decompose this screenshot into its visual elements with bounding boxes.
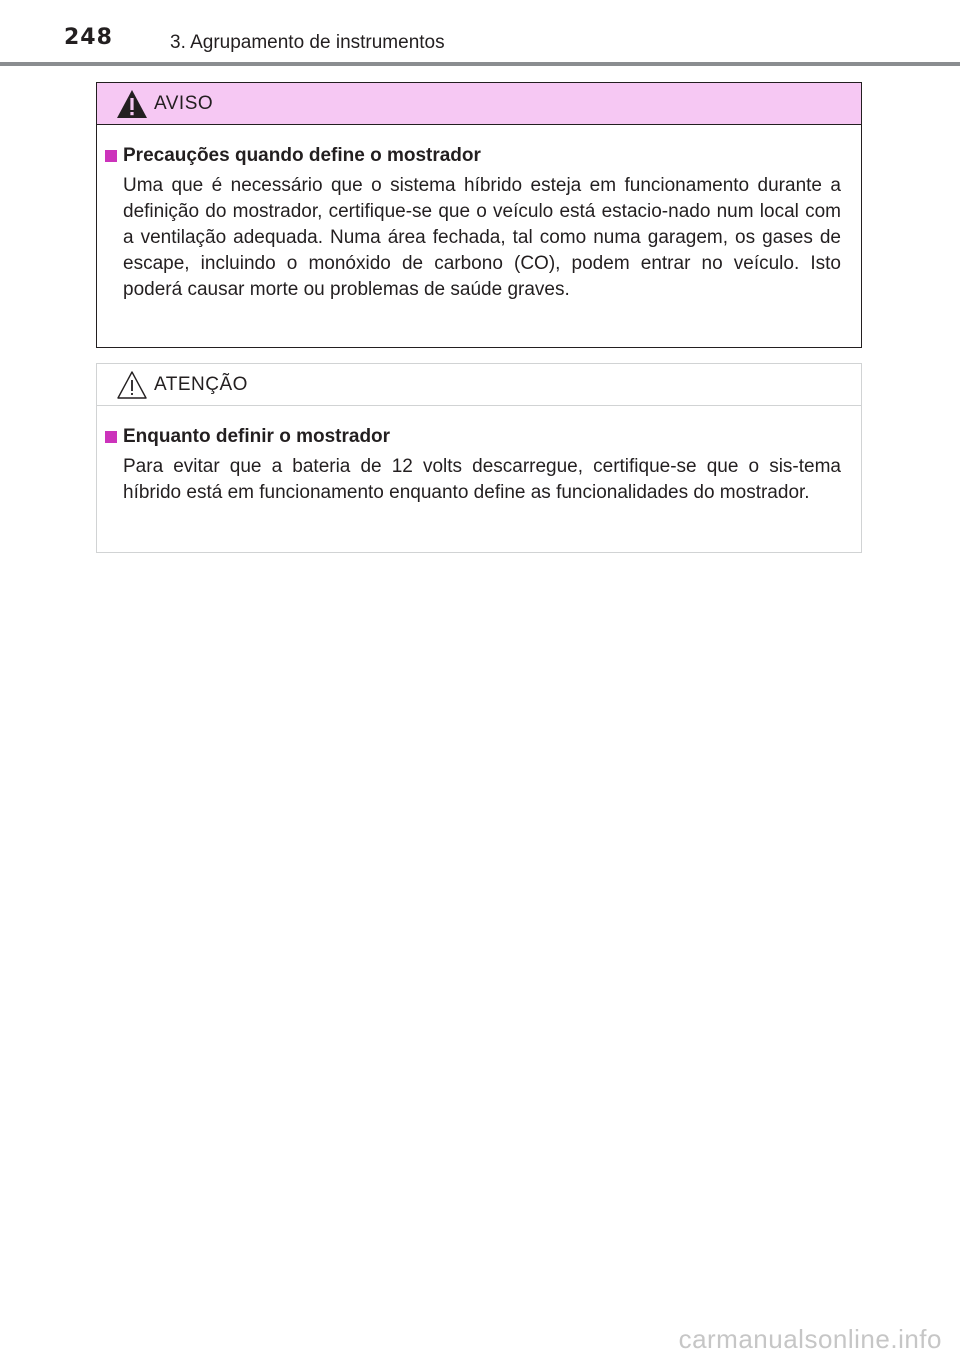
caution-box [96,363,862,553]
warning-box-header [97,83,861,125]
caution-triangle-outline-icon [115,369,149,401]
page-number: 248 [64,25,113,50]
caution-box-label: ATENÇÃO [154,374,248,395]
warning-triangle-filled-icon [115,88,149,120]
warning-item-title: Precauções quando define o mostrador [123,145,481,166]
page-header [0,0,960,66]
caution-item-title: Enquanto definir o mostrador [123,426,391,447]
caution-item-title-row [105,424,841,450]
warning-box [96,82,862,348]
caution-item-text: Para evitar que a bateria de 12 volts descarregue, certifique-se que o sis-tema híbrido está em funcionamento enquanto define as funcionalidades do mostrador. [123,456,841,503]
square-bullet-icon [105,150,117,162]
header-rule [0,62,960,66]
square-bullet-icon [105,431,117,443]
warning-box-body [97,125,861,303]
warning-item-text: Uma que é necessário que o sistema híbrido esteja em funcionamento durante a definição do mostrador, certifique-se que o veículo está estacio-nado num local com a ventilação adequada. Numa área fechada, tal como numa garagem, os gases de escape, incluindo o monóxido de carbono (CO), podem entrar no veículo. Isto poderá causar morte ou problemas de saúde graves. [123,175,841,300]
section-title: 3. Agrupamento de instrumentos [170,32,445,53]
warning-box-label: AVISO [154,93,214,114]
caution-box-body [97,406,861,506]
warning-item-title-row [105,143,841,169]
caution-box-header [97,364,861,406]
watermark: carmanualsonline.info [678,1324,942,1354]
